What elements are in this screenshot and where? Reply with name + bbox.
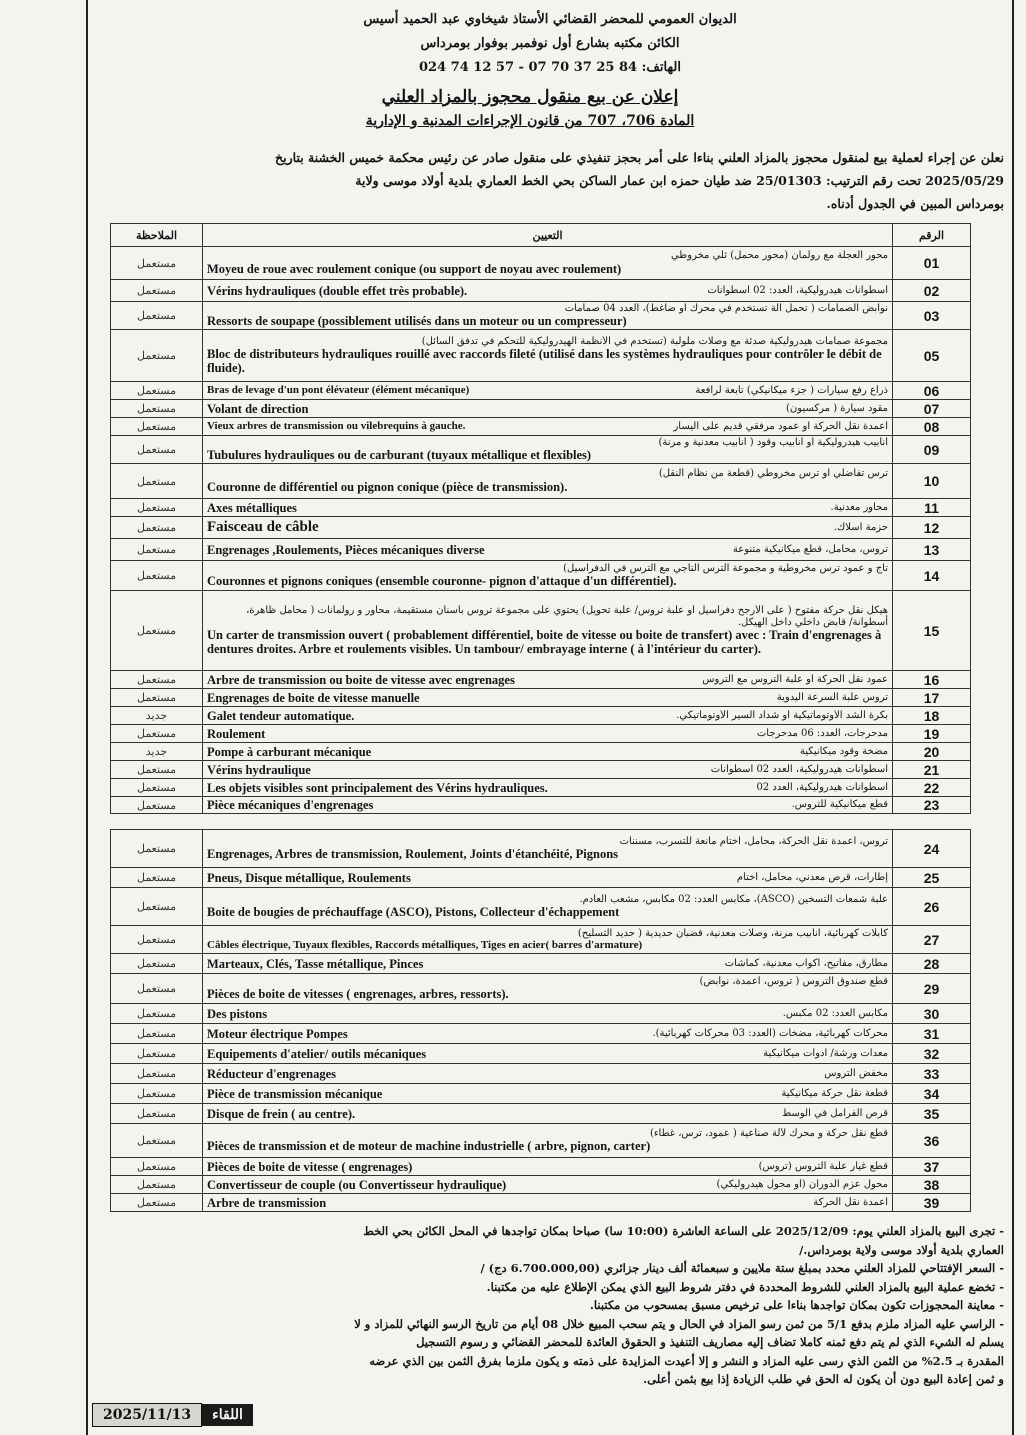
item-description	[203, 671, 893, 689]
item-description-french: Couronnes et pignons coniques (ensemble couronne- pignon d'attaque d'un différentiel).	[207, 574, 677, 589]
table-row	[111, 974, 971, 1004]
item-description-french: Boite de bougies de préchauffage (ASCO), Pistons, Collecteur d'échappement	[207, 905, 620, 920]
item-description-french: Moyeu de roue avec roulement conique (ou support de noyau avec roulement)	[207, 261, 622, 276]
office-name: الديوان العمومي للمحضر القضائي الأستاذ شيخاوي عبد الحميد أسيس	[363, 12, 737, 27]
item-number: 21	[893, 761, 971, 779]
footer-line: العماري بلدية أولاد موسى ولاية بومرداس./	[799, 1242, 1004, 1257]
notice-intro	[112, 146, 1004, 215]
item-number: 36	[893, 1124, 971, 1158]
item-number: 37	[893, 1158, 971, 1176]
item-observation: مستعمل	[111, 1104, 203, 1124]
item-description	[203, 1024, 893, 1044]
item-description-arabic: مجموعة صمامات هيدروليكية صدئة مع وصلات ملولبة (تستخدم في الأنظمة الهيدروليكية للتحكم في تدفق السائل)	[421, 335, 888, 347]
item-description-arabic: تروس علبة السرعة اليدوية	[776, 691, 888, 703]
item-number: 35	[893, 1104, 971, 1124]
item-description-french: Pièce mécaniques d'engrenages	[207, 798, 374, 812]
item-description-french: Vérins hydraulique	[207, 762, 311, 777]
item-number: 28	[893, 954, 971, 974]
footer-line: - معاينة المحجوزات تكون بمكان تواجدها بناءا على ترخيص مسبق بمسحوب من مكتبنا.	[589, 1298, 1004, 1312]
table-row	[111, 499, 971, 517]
item-description-arabic: معدات ورشة/ أدوات ميكانيكية	[763, 1047, 888, 1059]
footer-line: يسلم له الشيء الذي لم يتم دفع ثمنه كاملا تضاف إليه مصاريف التنفيذ و الحقوق العائدة للمحضر القضائي و رسوم التسجيل	[416, 1335, 1004, 1349]
item-description-french: Arbre de transmission ou boite de vitesse avec engrenages	[207, 672, 515, 687]
item-description	[203, 591, 893, 671]
item-number: 10	[893, 464, 971, 499]
item-observation: مستعمل	[111, 517, 203, 539]
item-description	[203, 382, 893, 400]
item-number: 07	[893, 400, 971, 418]
item-observation: مستعمل	[111, 464, 203, 499]
item-description-arabic: مطارق، مفاتيح، أكواب معدنية، كماشات	[724, 957, 888, 969]
item-observation: مستعمل	[111, 1024, 203, 1044]
item-observation: جديد	[111, 743, 203, 761]
item-observation: مستعمل	[111, 1084, 203, 1104]
item-description-arabic: محول عزم الدوران (أو محول هيدروليكي)	[716, 1178, 888, 1190]
table-row	[111, 561, 971, 591]
table-row	[111, 382, 971, 400]
item-description	[203, 761, 893, 779]
notice-title	[250, 84, 810, 132]
table-row	[111, 868, 971, 888]
item-number: 33	[893, 1064, 971, 1084]
item-observation: مستعمل	[111, 302, 203, 330]
table-row	[111, 1024, 971, 1044]
item-description-french: Faisceau de câble	[207, 519, 319, 536]
item-description	[203, 436, 893, 464]
item-number: 01	[893, 247, 971, 280]
item-description	[203, 561, 893, 591]
item-description	[203, 280, 893, 302]
header-number: الرقم	[893, 224, 971, 247]
table-row	[111, 330, 971, 382]
intro-line: نعلن عن إجراء لعملية بيع لمنقول محجوز بالمزاد العلني بناءا على أمر بحجز تنفيذي على منقول صادر عن رئيس محكمة خميس الخشنة بتاريخ	[275, 150, 1004, 165]
item-description	[203, 974, 893, 1004]
item-description	[203, 1104, 893, 1124]
item-description-french: Couronne de différentiel ou pignon conique (pièce de transmission).	[207, 479, 568, 494]
item-observation: مستعمل	[111, 1194, 203, 1212]
item-description-arabic: إطارات، قرص معدني، محامل، أختام	[736, 871, 888, 883]
item-description-arabic: تروس، أعمدة نقل الحركة، محامل، أختام مانعة للتسرب، مسننات	[619, 835, 888, 847]
item-description-french: Moteur électrique Pompes	[207, 1026, 348, 1041]
item-observation: مستعمل	[111, 1176, 203, 1194]
item-observation: مستعمل	[111, 561, 203, 591]
item-description-french: Roulement	[207, 726, 266, 741]
item-description-french: Bloc de distributeurs hydrauliques rouillé avec raccords fileté (utilisé dans les systèmes hydrauliques pour contrôler le débit de fluide).	[207, 347, 882, 376]
table-row	[111, 888, 971, 926]
item-description-french: Marteaux, Clés, Tasse métallique, Pinces	[207, 956, 424, 971]
item-observation: مستعمل	[111, 830, 203, 868]
table-row	[111, 591, 971, 671]
item-number: 22	[893, 779, 971, 797]
bailiff-office-header	[100, 8, 1000, 80]
item-observation: مستعمل	[111, 954, 203, 974]
item-number: 34	[893, 1084, 971, 1104]
item-number: 14	[893, 561, 971, 591]
item-description-arabic: هيكل نقل حركة مفتوح ( على الأرجح دفراسيل أو علبة تروس/ علبة تحويل) يحتوي على مجموعة تروس بأسنان مستقيمة، محاور و رولمانات ( محامل ظاهرة، أسطوانة/ قابض داخلي داخل الهيكل.	[246, 605, 888, 628]
item-observation: مستعمل	[111, 797, 203, 814]
item-number: 23	[893, 797, 971, 814]
item-description-arabic: ترس تفاضلي أو ترس مخروطي (قطعة من نظام النقل)	[658, 468, 888, 480]
item-description	[203, 1044, 893, 1064]
item-observation: مستعمل	[111, 400, 203, 418]
table-row	[111, 1004, 971, 1024]
item-observation: مستعمل	[111, 591, 203, 671]
item-description-french: Tubulures hydrauliques ou de carburant (tuyaux métallique et flexibles)	[207, 448, 592, 463]
item-description	[203, 1158, 893, 1176]
publication-tag	[92, 1404, 253, 1426]
item-description	[203, 743, 893, 761]
item-description-arabic: أنابيب هيدروليكية أو أنابيب وقود ( أنابيب معدنية و مرنة)	[658, 436, 888, 448]
item-description-french: Axes métalliques	[207, 500, 297, 515]
item-number: 25	[893, 868, 971, 888]
item-description-french: Pièces de boite de vitesses ( engrenages, arbres, ressorts).	[207, 987, 509, 1002]
item-description-arabic: كابلات كهربائية، أنابيب مرنة، وصلات معدنية، قضبان حديدية ( حديد التسليح)	[577, 927, 888, 939]
item-description-arabic: بكرة الشد الأوتوماتيكية أو شداد السير الأوتوماتيكي.	[676, 709, 888, 721]
items-table-part-2	[110, 829, 971, 1212]
table-row	[111, 418, 971, 436]
item-description-french: Vieux arbres de transmission ou vilebrequins à gauche.	[207, 420, 466, 433]
item-number: 15	[893, 591, 971, 671]
item-number: 24	[893, 830, 971, 868]
item-description-french: Engrenages ,Roulements, Pièces mécaniques diverse	[207, 542, 485, 557]
item-description-arabic: نوابض الصمامات ( تحمل آلة تستخدم في محرك أو ضاغط)، العدد 04 صمامات	[564, 302, 888, 314]
item-observation: مستعمل	[111, 382, 203, 400]
notice-title-sub: المادة 706، 707 من قانون الإجراءات المدنية و الإدارية	[365, 113, 695, 129]
item-description	[203, 868, 893, 888]
item-number: 32	[893, 1044, 971, 1064]
item-description	[203, 888, 893, 926]
item-description	[203, 926, 893, 954]
item-description	[203, 302, 893, 330]
notice-footer	[100, 1222, 1004, 1389]
table-row	[111, 689, 971, 707]
item-observation: مستعمل	[111, 1124, 203, 1158]
item-description-arabic: قطع نقل حركة و محرك لآلة صناعية ( عمود، ترس، غطاء)	[649, 1127, 888, 1139]
item-description-arabic: قرص الفرامل في الوسط	[781, 1107, 888, 1119]
item-description	[203, 464, 893, 499]
item-description	[203, 725, 893, 743]
footer-line: - الراسي عليه المزاد ملزم بدفع 5/1 من ثمن رسو المزاد في الحال و يتم سحب المبيع خلال 08 أيام من تاريخ الرسو النهائي للمزاد و لا	[354, 1316, 1004, 1331]
item-description	[203, 499, 893, 517]
item-description-french: Vérins hydrauliques (double effet très probable).	[207, 283, 468, 298]
item-description-arabic: أسطوانات هيدروليكية، العدد 02 أسطوانات	[710, 763, 888, 775]
item-description-french: Equipements d'atelier/ outils mécaniques	[207, 1046, 427, 1061]
item-description-french: Pneus, Disque métallique, Roulements	[207, 870, 411, 885]
item-description-french: Pompe à carburant mécanique	[207, 744, 372, 759]
item-observation: مستعمل	[111, 725, 203, 743]
item-description	[203, 1194, 893, 1212]
table-row	[111, 743, 971, 761]
item-observation: مستعمل	[111, 247, 203, 280]
table-row	[111, 1158, 971, 1176]
table-row	[111, 302, 971, 330]
item-description-french: Volant de direction	[207, 401, 309, 416]
table-row	[111, 1124, 971, 1158]
table-row	[111, 954, 971, 974]
table-row	[111, 671, 971, 689]
item-observation: مستعمل	[111, 926, 203, 954]
item-number: 17	[893, 689, 971, 707]
item-observation: مستعمل	[111, 436, 203, 464]
item-observation: مستعمل	[111, 539, 203, 561]
item-description	[203, 517, 893, 539]
item-description-french: Disque de frein ( au centre).	[207, 1106, 356, 1121]
item-observation: مستعمل	[111, 1158, 203, 1176]
item-description-arabic: مدحرجات، العدد: 06 مدحرجات	[756, 727, 888, 739]
item-description-arabic: ذراع رفع سيارات ( جزء ميكانيكي) تابعة لرافعة	[695, 384, 888, 396]
table-row	[111, 247, 971, 280]
item-number: 16	[893, 671, 971, 689]
header-designation: التعيين	[203, 224, 893, 247]
item-number: 09	[893, 436, 971, 464]
table-row	[111, 1194, 971, 1212]
item-description	[203, 779, 893, 797]
item-description	[203, 1124, 893, 1158]
intro-line: 2025/05/29 تحت رقم الترتيب: 25/01303 ضد طيان حمزه ابن عمار الساكن بحي الخط العماري بلدية أولاد موسى ولاية	[355, 173, 1004, 188]
item-observation: مستعمل	[111, 868, 203, 888]
item-observation: مستعمل	[111, 761, 203, 779]
item-observation: مستعمل	[111, 671, 203, 689]
item-description-arabic: محور العجلة مع رولمان (محور محمل) ثلي مخروطي	[670, 250, 888, 262]
item-number: 18	[893, 707, 971, 725]
item-description-french: Pièce de transmission mécanique	[207, 1086, 383, 1101]
item-description-french: Ressorts de soupape (possiblement utilisés dans un moteur ou un compresseur)	[207, 314, 627, 329]
table-row	[111, 797, 971, 814]
footer-line: - السعر الإفتتاحي للمزاد العلني محدد بمبلغ ستة ملايين و سبعمائة ألف دينار جزائري (6.700.000,00 دج) /	[480, 1261, 1004, 1275]
item-description-french: Les objets visibles sont principalement des Vérins hydrauliques.	[207, 780, 548, 795]
item-number: 20	[893, 743, 971, 761]
item-description-french: Engrenages, Arbres de transmission, Roulement, Joints d'étanchéité, Pignons	[207, 847, 619, 862]
item-description	[203, 1004, 893, 1024]
item-description-arabic: تروس، محامل، قطع ميكانيكية متنوعة	[732, 543, 888, 555]
table-row	[111, 1084, 971, 1104]
footer-line: و ثمن إعادة البيع دون أن يكون له الحق في طلب الزيادة إذا بيع بثمن أعلى.	[643, 1372, 1004, 1386]
table-row	[111, 761, 971, 779]
publication-date: 2025/11/13	[92, 1403, 202, 1427]
item-description-french: Arbre de transmission	[207, 1195, 327, 1210]
footer-line: - تخضع عملية البيع بالمزاد العلني للشروط المحددة في دفتر شروط البيع الذي يمكن الإطلاع عليه من مكتبنا.	[486, 1279, 1004, 1294]
footer-line: - تجرى البيع بالمزاد العلني يوم: 2025/12/09 على الساعة العاشرة (10:00 سا) صباحا بمكان تواجدها في المحل الكائن بحي الخط	[363, 1224, 1004, 1238]
item-description-arabic: أسطوانات هيدروليكية، العدد: 02 أسطوانات	[707, 284, 888, 296]
item-number: 11	[893, 499, 971, 517]
item-number: 29	[893, 974, 971, 1004]
item-description	[203, 797, 893, 814]
item-description-arabic: أسطوانات هيدروليكية، العدد 02	[756, 781, 888, 793]
table-row	[111, 1044, 971, 1064]
item-observation: مستعمل	[111, 888, 203, 926]
table-row	[111, 539, 971, 561]
item-observation: مستعمل	[111, 330, 203, 382]
item-description-arabic: أعمدة نقل الحركة أو عمود مرفقي قديم على اليسار	[673, 420, 888, 432]
table-row	[111, 517, 971, 539]
item-description-arabic: مخفض التروس	[824, 1067, 888, 1079]
item-observation: مستعمل	[111, 1064, 203, 1084]
table-row	[111, 779, 971, 797]
table-row	[111, 436, 971, 464]
item-description-arabic: قطع غيار علبة التروس (تروس)	[758, 1160, 888, 1172]
item-description-french: Des pistons	[207, 1006, 268, 1021]
item-description	[203, 1176, 893, 1194]
item-description-arabic: مكابس العدد: 02 مكبس.	[782, 1007, 888, 1019]
item-description-arabic: تاج و عمود ترس مخروطية و مجموعة الترس التاجي مع الترس في الدفراسيل)	[563, 562, 888, 574]
item-number: 39	[893, 1194, 971, 1212]
item-description-arabic: حزمة أسلاك.	[833, 521, 888, 533]
item-description-french: Bras de levage d'un pont élévateur (élément mécanique)	[207, 384, 470, 397]
item-description-arabic: مقود سيارة ( مركسيون)	[786, 402, 888, 414]
item-observation: مستعمل	[111, 974, 203, 1004]
item-description-french: Un carter de transmission ouvert ( probablement différentiel, boite de vitesse ou boite de transfert) avec : Train d'engrenages à dentures droites. Arbre et roulements visibles. Un tambour/ embrayage interne ( à l'intérieur du carter).	[207, 627, 882, 656]
office-address: الكائن مكتبه بشارع أول نوفمبر بوفوار بومرداس	[420, 36, 680, 51]
item-description-arabic: أعمدة نقل الحركة	[813, 1196, 888, 1208]
item-number: 02	[893, 280, 971, 302]
item-observation: مستعمل	[111, 689, 203, 707]
item-number: 26	[893, 888, 971, 926]
office-phone: الهاتف: 84 25 37 70 07 - 57 12 74 024	[419, 60, 681, 75]
item-description	[203, 830, 893, 868]
header-observation: الملاحظة	[111, 224, 203, 247]
table-row	[111, 725, 971, 743]
item-number: 12	[893, 517, 971, 539]
table-row	[111, 464, 971, 499]
table-row	[111, 1176, 971, 1194]
item-description	[203, 539, 893, 561]
item-description-arabic: قطع ميكانيكية للتروس.	[791, 799, 888, 811]
item-number: 08	[893, 418, 971, 436]
table-row	[111, 926, 971, 954]
table-row	[111, 830, 971, 868]
item-number: 27	[893, 926, 971, 954]
item-description	[203, 954, 893, 974]
item-description-french: Câbles électrique, Tuyaux flexibles, Raccords métalliques, Tiges en acier( barres d'armature)	[207, 938, 643, 951]
item-observation: مستعمل	[111, 418, 203, 436]
item-description-french: Pièces de transmission et de moteur de machine industrielle ( arbre, pignon, carter)	[207, 1139, 651, 1154]
item-description	[203, 247, 893, 280]
table-row	[111, 400, 971, 418]
footer-line: المقدرة بـ 2.5% من الثمن الذي رسى عليه المزاد و النشر و إلا أعيدت المزايدة على ذمته و يكون ملزما بفرق الثمن بين الذي عرضه	[369, 1353, 1004, 1368]
item-description-arabic: محاور معدنية.	[830, 501, 888, 513]
items-table-part-1	[110, 223, 971, 814]
item-number: 05	[893, 330, 971, 382]
item-number: 31	[893, 1024, 971, 1044]
item-description-french: Engrenages de boite de vitesse manuelle	[207, 690, 420, 705]
item-description-arabic: علبة شمعات التسخين (ASCO)، مكابس العدد: 02 مكابس، مشعب العادم.	[579, 893, 888, 905]
item-observation: مستعمل	[111, 779, 203, 797]
item-number: 13	[893, 539, 971, 561]
item-description	[203, 707, 893, 725]
table-row	[111, 707, 971, 725]
item-description-french: Galet tendeur automatique.	[207, 708, 355, 723]
item-observation: مستعمل	[111, 1004, 203, 1024]
item-description-arabic: مضخة وقود ميكانيكية	[799, 745, 888, 757]
item-description-arabic: قطعة نقل حركة ميكانيكية	[781, 1087, 888, 1099]
item-description-arabic: قطع صندوق التروس ( تروس، أعمدة، نوابض)	[699, 975, 888, 987]
item-number: 30	[893, 1004, 971, 1024]
item-description-arabic: عمود نقل الحركة أو علبة التروس مع التروس	[702, 673, 888, 685]
item-observation: جديد	[111, 707, 203, 725]
table-row	[111, 1104, 971, 1124]
table-header-row	[111, 224, 971, 247]
item-description	[203, 418, 893, 436]
item-number: 19	[893, 725, 971, 743]
item-observation: مستعمل	[111, 499, 203, 517]
item-description	[203, 1064, 893, 1084]
table-row	[111, 280, 971, 302]
item-number: 06	[893, 382, 971, 400]
item-description-arabic: محركات كهربائية، مضخات (العدد: 03 محركات كهربائية).	[652, 1027, 888, 1039]
intro-line: بومرداس المبين في الجدول أدناه.	[826, 196, 1004, 211]
item-number: 03	[893, 302, 971, 330]
notice-title-main: إعلان عن بيع منقول محجوز بالمزاد العلني	[381, 87, 679, 107]
item-description	[203, 689, 893, 707]
item-number: 38	[893, 1176, 971, 1194]
item-description-french: Pièces de boite de vitesse ( engrenages)	[207, 1159, 413, 1174]
item-description-french: Réducteur d'engrenages	[207, 1066, 337, 1081]
item-observation: مستعمل	[111, 1044, 203, 1064]
item-description	[203, 400, 893, 418]
item-description	[203, 330, 893, 382]
item-description-french: Convertisseur de couple (ou Convertisseur hydraulique)	[207, 1177, 507, 1192]
table-row	[111, 1064, 971, 1084]
publication-name: اللقاء	[212, 1407, 243, 1423]
item-description	[203, 1084, 893, 1104]
item-observation: مستعمل	[111, 280, 203, 302]
